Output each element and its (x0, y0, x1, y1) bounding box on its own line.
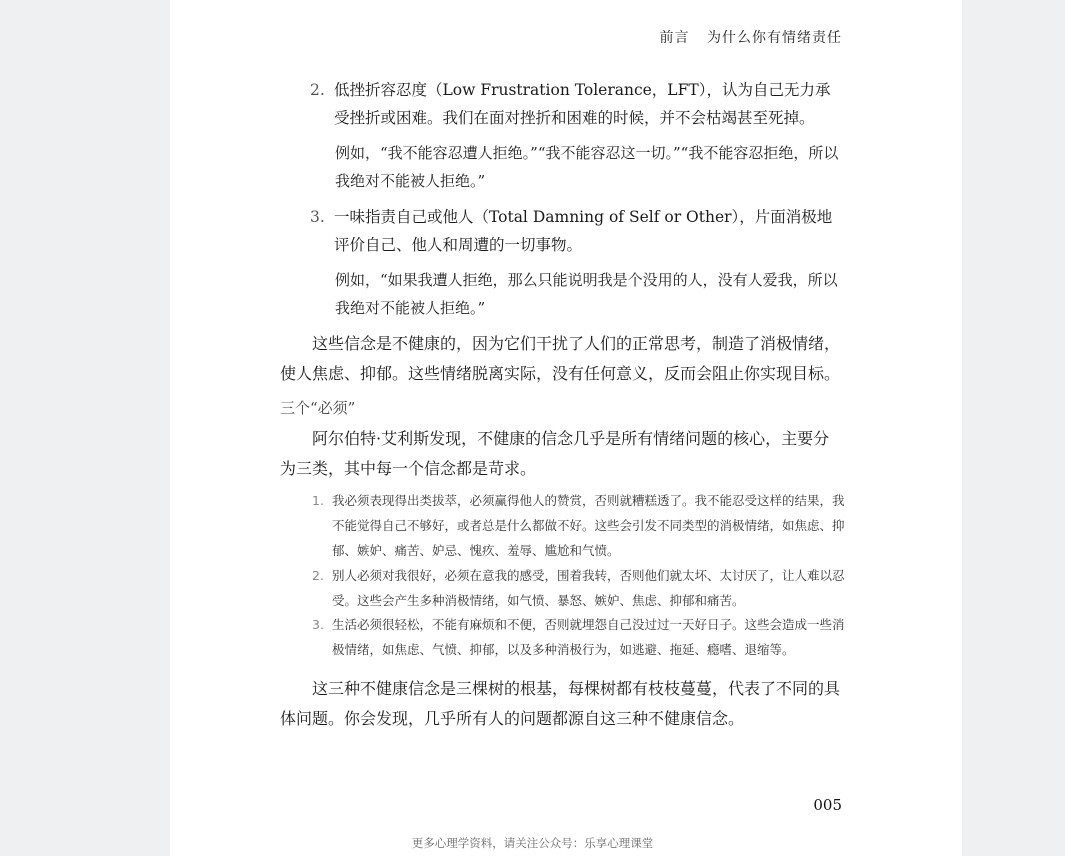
header-section: 前言 (659, 30, 690, 46)
must-text: 我必须表现得出类拔萃，必须赢得他人的赞赏，否则就糟糕透了。我不能忍受这样的结果，我不能觉得自己不够好，或者总是什么都做不好。这些会引发不同类型的消极情绪，如焦虑、抑郁、嫉妒、痛苦、妒忌、愧疚、羞辱、尴尬和气愤。 (332, 493, 845, 558)
must-number: 3. (312, 617, 324, 632)
belief-item-3 (310, 203, 845, 259)
belief-item-2 (310, 76, 845, 132)
body-paragraph-1: 这些信念是不健康的，因为它们干扰了人们的正常思考，制造了消极情绪，使人焦虑、抑郁。这些情绪脱离实际，没有任何意义，反而会阻止你实现目标。 (280, 334, 841, 383)
page-number: 005 (813, 796, 842, 814)
body-paragraph-3: 这三种不健康信念是三棵树的根基，每棵树都有枝枝蔓蔓，代表了不同的具体问题。你会发现，几乎所有人的问题都源自这三种不健康信念。 (280, 679, 841, 728)
must-item-2 (312, 563, 847, 613)
belief-example-text: 例如，“我不能容忍遭人拒绝。”“我不能容忍这一切。”“我不能容忍拒绝，所以我绝对不能被人拒绝。” (335, 144, 839, 190)
belief-text: 低挫折容忍度（Low Frustration Tolerance，LFT），认为自己无力承受挫折或困难。我们在面对挫折和困难的时候，并不会枯竭甚至死掉。 (334, 81, 831, 127)
header-chapter-title: 为什么你有情绪责任 (707, 30, 842, 46)
must-number: 1. (312, 493, 324, 508)
must-item-1 (312, 488, 847, 563)
belief-text: 一味指责自己或他人（Total Damning of Self or Other），片面消极地评价自己、他人和周遭的一切事物。 (334, 208, 833, 254)
body-paragraph-2: 阿尔伯特·艾利斯发现，不健康的信念几乎是所有情绪问题的核心，主要分为三类，其中每一个信念都是苛求。 (280, 429, 830, 478)
belief-example-text: 例如，“如果我遭人拒绝，那么只能说明我是个没用的人，没有人爱我，所以我绝对不能被人拒绝。” (335, 271, 838, 317)
must-text: 生活必须很轻松，不能有麻烦和不便，否则就埋怨自己没过过一天好日子。这些会造成一些消极情绪，如焦虑、气愤、抑郁，以及多种消极行为，如逃避、拖延、瘾嗜、退缩等。 (332, 617, 845, 657)
book-page (170, 0, 962, 856)
must-number: 2. (312, 568, 324, 583)
running-header (660, 27, 842, 47)
belief-number: 3. (310, 208, 325, 226)
belief-example-3 (335, 266, 845, 322)
belief-example-2 (335, 139, 845, 195)
must-text: 别人必须对我很好，必须在意我的感受，围着我转，否则他们就太坏、太讨厌了，让人难以忍受。这些会产生多种消极情绪，如气愤、暴怒、嫉妒、焦虑、抑郁和痛苦。 (332, 568, 845, 608)
footer-note: 更多心理学资料，请关注公众号：乐享心理课堂 (411, 836, 654, 850)
must-item-3 (312, 612, 847, 662)
section-subheading: 三个“必须” (280, 399, 356, 417)
belief-number: 2. (310, 81, 325, 99)
